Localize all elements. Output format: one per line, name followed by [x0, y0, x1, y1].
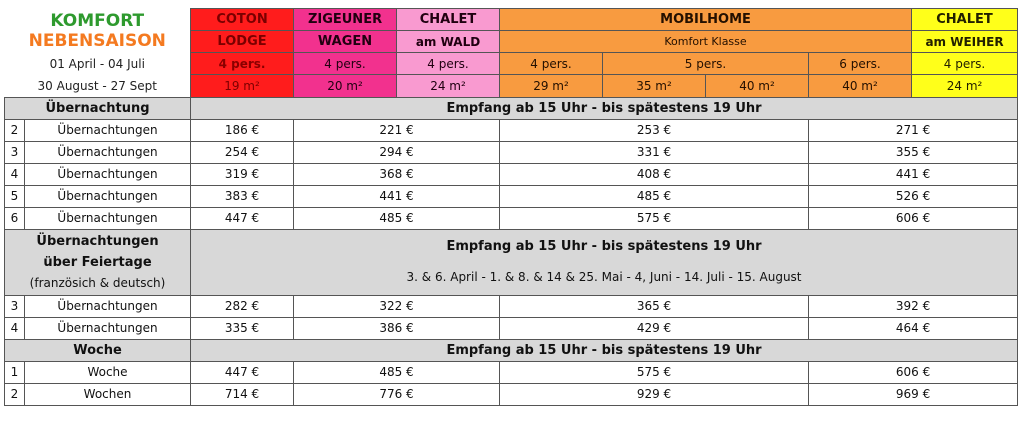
price-group-b: 322 €	[294, 295, 500, 317]
feier-label-2: über Feiertage	[43, 254, 152, 270]
price-group-b: 441 €	[294, 185, 500, 207]
price-group-c: 929 €	[500, 383, 809, 405]
section-label-nacht: Übernachtung	[5, 97, 191, 119]
section-note-nacht: Empfang ab 15 Uhr - bis spätestens 19 Uhr	[191, 97, 1018, 119]
mobilhome-name: MOBILHOME	[500, 9, 912, 31]
price-coton: 447 €	[191, 207, 294, 229]
price-group-d: 355 €	[809, 141, 1018, 163]
feier-label-3: (französich & deutsch)	[29, 275, 166, 290]
row-count: 2	[5, 119, 25, 141]
price-group-c: 253 €	[500, 119, 809, 141]
mobil-size-40b: 40 m²	[809, 75, 912, 98]
chalet-wald-pers: 4 pers.	[397, 53, 500, 75]
row-unit: Übernachtungen	[25, 163, 191, 185]
section-note-woche: Empfang ab 15 Uhr - bis spätestens 19 Uhr	[191, 339, 1018, 361]
title-komfort: KOMFORT	[50, 10, 145, 31]
row-count: 4	[5, 163, 25, 185]
row-count: 1	[5, 361, 25, 383]
price-coton: 282 €	[191, 295, 294, 317]
row-unit: Übernachtungen	[25, 141, 191, 163]
chalet-weiher-size: 24 m²	[912, 75, 1018, 98]
row-count: 5	[5, 185, 25, 207]
mobil-pers-6: 6 pers.	[809, 53, 912, 75]
row-unit: Übernachtungen	[25, 185, 191, 207]
section-label-woche: Woche	[5, 339, 191, 361]
price-coton: 254 €	[191, 141, 294, 163]
zig-name-1: ZIGEUNER	[294, 9, 397, 31]
price-group-b: 485 €	[294, 361, 500, 383]
mobil-pers-4: 4 pers.	[500, 53, 603, 75]
chalet-weiher-name-2: am WEIHER	[912, 31, 1018, 53]
title-block	[5, 9, 191, 53]
row-count: 3	[5, 141, 25, 163]
price-group-b: 294 €	[294, 141, 500, 163]
price-coton: 714 €	[191, 383, 294, 405]
mobil-size-40a: 40 m²	[706, 75, 809, 98]
feier-dates: 3. & 6. April - 1. & 8. & 14 & 25. Mai - 4, Juni - 14. Juli - 15. August	[406, 270, 802, 284]
mobil-pers-5: 5 pers.	[603, 53, 809, 75]
price-group-d: 441 €	[809, 163, 1018, 185]
chalet-wald-name-1: CHALET	[397, 9, 500, 31]
price-coton: 383 €	[191, 185, 294, 207]
row-unit: Übernachtungen	[25, 317, 191, 339]
price-coton: 186 €	[191, 119, 294, 141]
price-group-c: 331 €	[500, 141, 809, 163]
row-unit: Übernachtungen	[25, 207, 191, 229]
coton-name-1: COTON	[191, 9, 294, 31]
title-nebensaison: NEBENSAISON	[28, 30, 166, 51]
coton-pers: 4 pers.	[191, 53, 294, 75]
price-group-b: 386 €	[294, 317, 500, 339]
chalet-weiher-pers: 4 pers.	[912, 53, 1018, 75]
price-group-d: 969 €	[809, 383, 1018, 405]
row-count: 4	[5, 317, 25, 339]
price-group-c: 575 €	[500, 361, 809, 383]
row-unit: Woche	[25, 361, 191, 383]
price-group-b: 776 €	[294, 383, 500, 405]
mobil-size-35: 35 m²	[603, 75, 706, 98]
price-coton: 335 €	[191, 317, 294, 339]
zig-pers: 4 pers.	[294, 53, 397, 75]
row-count: 2	[5, 383, 25, 405]
price-group-c: 429 €	[500, 317, 809, 339]
mobil-size-29: 29 m²	[500, 75, 603, 98]
price-coton: 319 €	[191, 163, 294, 185]
section-note-feier	[191, 229, 1018, 295]
zig-name-2: WAGEN	[294, 31, 397, 53]
price-group-d: 271 €	[809, 119, 1018, 141]
price-group-c: 365 €	[500, 295, 809, 317]
row-unit: Übernachtungen	[25, 295, 191, 317]
price-group-b: 221 €	[294, 119, 500, 141]
row-count: 3	[5, 295, 25, 317]
feier-note: Empfang ab 15 Uhr - bis spätestens 19 Uhr	[446, 239, 762, 254]
mobilhome-subtitle: Komfort Klasse	[500, 31, 912, 53]
price-group-b: 485 €	[294, 207, 500, 229]
price-group-d: 526 €	[809, 185, 1018, 207]
price-group-d: 464 €	[809, 317, 1018, 339]
chalet-wald-size: 24 m²	[397, 75, 500, 98]
price-group-d: 392 €	[809, 295, 1018, 317]
price-group-c: 408 €	[500, 163, 809, 185]
price-table	[4, 8, 1018, 406]
coton-name-2: LODGE	[191, 31, 294, 53]
feier-label-1: Übernachtungen	[36, 233, 159, 249]
zig-size: 20 m²	[294, 75, 397, 98]
row-count: 6	[5, 207, 25, 229]
row-unit: Übernachtungen	[25, 119, 191, 141]
section-label-feier	[5, 229, 191, 295]
price-group-d: 606 €	[809, 207, 1018, 229]
row-unit: Wochen	[25, 383, 191, 405]
price-group-d: 606 €	[809, 361, 1018, 383]
chalet-weiher-name-1: CHALET	[912, 9, 1018, 31]
price-coton: 447 €	[191, 361, 294, 383]
chalet-wald-name-2: am WALD	[397, 31, 500, 53]
price-group-c: 485 €	[500, 185, 809, 207]
date-range-1: 01 April - 04 Juli	[49, 56, 145, 71]
price-group-c: 575 €	[500, 207, 809, 229]
price-group-b: 368 €	[294, 163, 500, 185]
date-range-2: 30 August - 27 Sept	[37, 78, 157, 93]
coton-size: 19 m²	[191, 75, 294, 98]
